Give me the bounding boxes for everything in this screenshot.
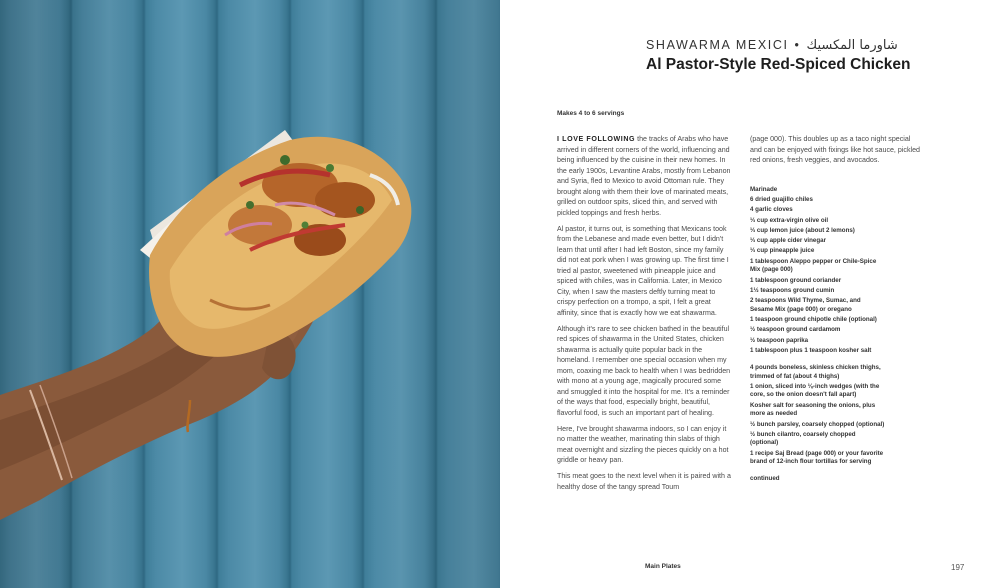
section-footer: Main Plates [645,563,681,570]
intro-paragraph-1-text: the tracks of Arabs who have arrived in different corners of the world, influencing and being influenced by the cuisine in their new homes. In the early 1900s, Levantine Arabs, mostly from Lebanon and Syria, fled to Mexico to avoid Ottoman rule. They brought along with them their love of marinated meats, grilled on outdoor spits, sliced thin, and served with pickled toppings and fresh herbs. [557,135,731,217]
ingredient-item: 4 pounds boneless, skinless chicken thighs, trimmed of fat (about 4 thighs) [750,364,881,380]
kicker-arabic: شاورما المكسيك [806,38,898,53]
intro-continuation [750,134,920,166]
recipe-kicker [646,38,898,53]
marinade-heading: Marinade [750,186,778,193]
ingredient-item: ½ bunch cilantro, coarsely chopped (optional) [750,430,856,447]
recipe-page [500,0,1000,588]
kicker-separator: • [794,38,801,52]
intro-lead: I LOVE FOLLOWING [557,135,636,143]
ingredient-item: ⅓ cup lemon juice (about 2 lemons) [750,226,855,234]
intro-paragraph-2: Al pastor, it turns out, is something that Mexicans took from the Lebanese and made even better, but I didn't learn that until after I had left Boston, since my family did not eat pork when I was growing up. The first time I tried al pastor, sweetened with pineapple juice and spiced with chiles, was in California. Later, in Mexico City, when I saw the masters deftly turning meat to crispy perfection on a trompo, a spit, I felt a great affinity, since that is exactly how we eat shawarma. [557,224,729,317]
ingredient-item: 2 teaspoons Wild Thyme, Sumac, and Sesame Mix (page 000) or oregano [750,297,861,313]
ingredients-spacer [750,357,885,364]
ingredient-item: ½ bunch parsley, coarsely chopped (optional) [750,420,885,428]
ingredient-item: Kosher salt for seasoning the onions, plus more as needed [750,401,876,418]
intro-column [557,134,732,498]
ingredient-item: 1½ teaspoons ground cumin [750,286,835,294]
ingredient-item: 4 garlic cloves [750,206,793,214]
ingredient-item: ½ teaspoon ground cardamom [750,326,841,334]
ingredient-item: ½ teaspoon paprika [750,336,809,344]
intro-paragraph-3: Although it's rare to see chicken bathed in the beautiful red spices of shawarma in the United States, chicken shawarma is actually quite popular back in the homeland. I remember one special occasion when my mom, coaxing me back to health when I was bedridden with mono at a young age, magically procured some and smuggled it into the hospital for me. It's a reminder of the ways that food, especially bright, beautiful, flavorful food, is such an important part of healing. [557,324,731,417]
ingredient-item: 1 recipe Saj Bread (page 000) or your favorite brand of 12-inch flour tortillas for serving [750,449,884,466]
continued-label: continued [750,474,780,482]
intro-paragraph-5: This meat goes to the next level when it is paired with a healthy dose of the tangy spread Toum [557,472,731,491]
ingredients-list [750,186,885,483]
intro-paragraph-4: Here, I've brought shawarma indoors, so I can enjoy it no matter the weather, marinating thin slabs of thigh meat overnight and sizzling the pieces quickly on a hot griddle or heavy pan. [557,424,729,464]
main-ingredient-items [750,364,885,466]
kicker-latin: SHAWARMA MEXICI [646,38,789,52]
servings-label: Makes 4 to 6 servings [557,110,625,117]
ingredient-item: ⅓ cup apple cider vinegar [750,237,826,245]
ingredient-item: 1 onion, sliced into ⅛-inch wedges (with the core, so the onion doesn't fall apart) [750,382,880,399]
ingredient-item: 1 tablespoon plus 1 teaspoon kosher salt [750,346,872,354]
ingredient-item: 1 teaspoon ground chipotle chile (optional) [750,315,877,323]
ingredient-item: ⅓ cup pineapple juice [750,247,815,255]
intro-paragraph-6: (page 000). This doubles up as a taco night special and can be enjoyed with fixings like hot sauce, pickled red onions, fresh veggies, and avocados. [750,135,920,164]
marinade-items [750,196,885,355]
recipe-title: Al Pastor-Style Red-Spiced Chicken [646,56,911,73]
intro-paragraph-1 [557,134,732,218]
ingredient-item: 1 tablespoon Aleppo pepper or Chile-Spice Mix (page 000) [750,257,877,274]
ingredient-item: 6 dried guajillo chiles [750,196,813,203]
ingredient-item: 1 tablespoon ground coriander [750,276,842,284]
ingredient-item: ⅓ cup extra-virgin olive oil [750,216,829,224]
page-number: 197 [951,563,965,572]
